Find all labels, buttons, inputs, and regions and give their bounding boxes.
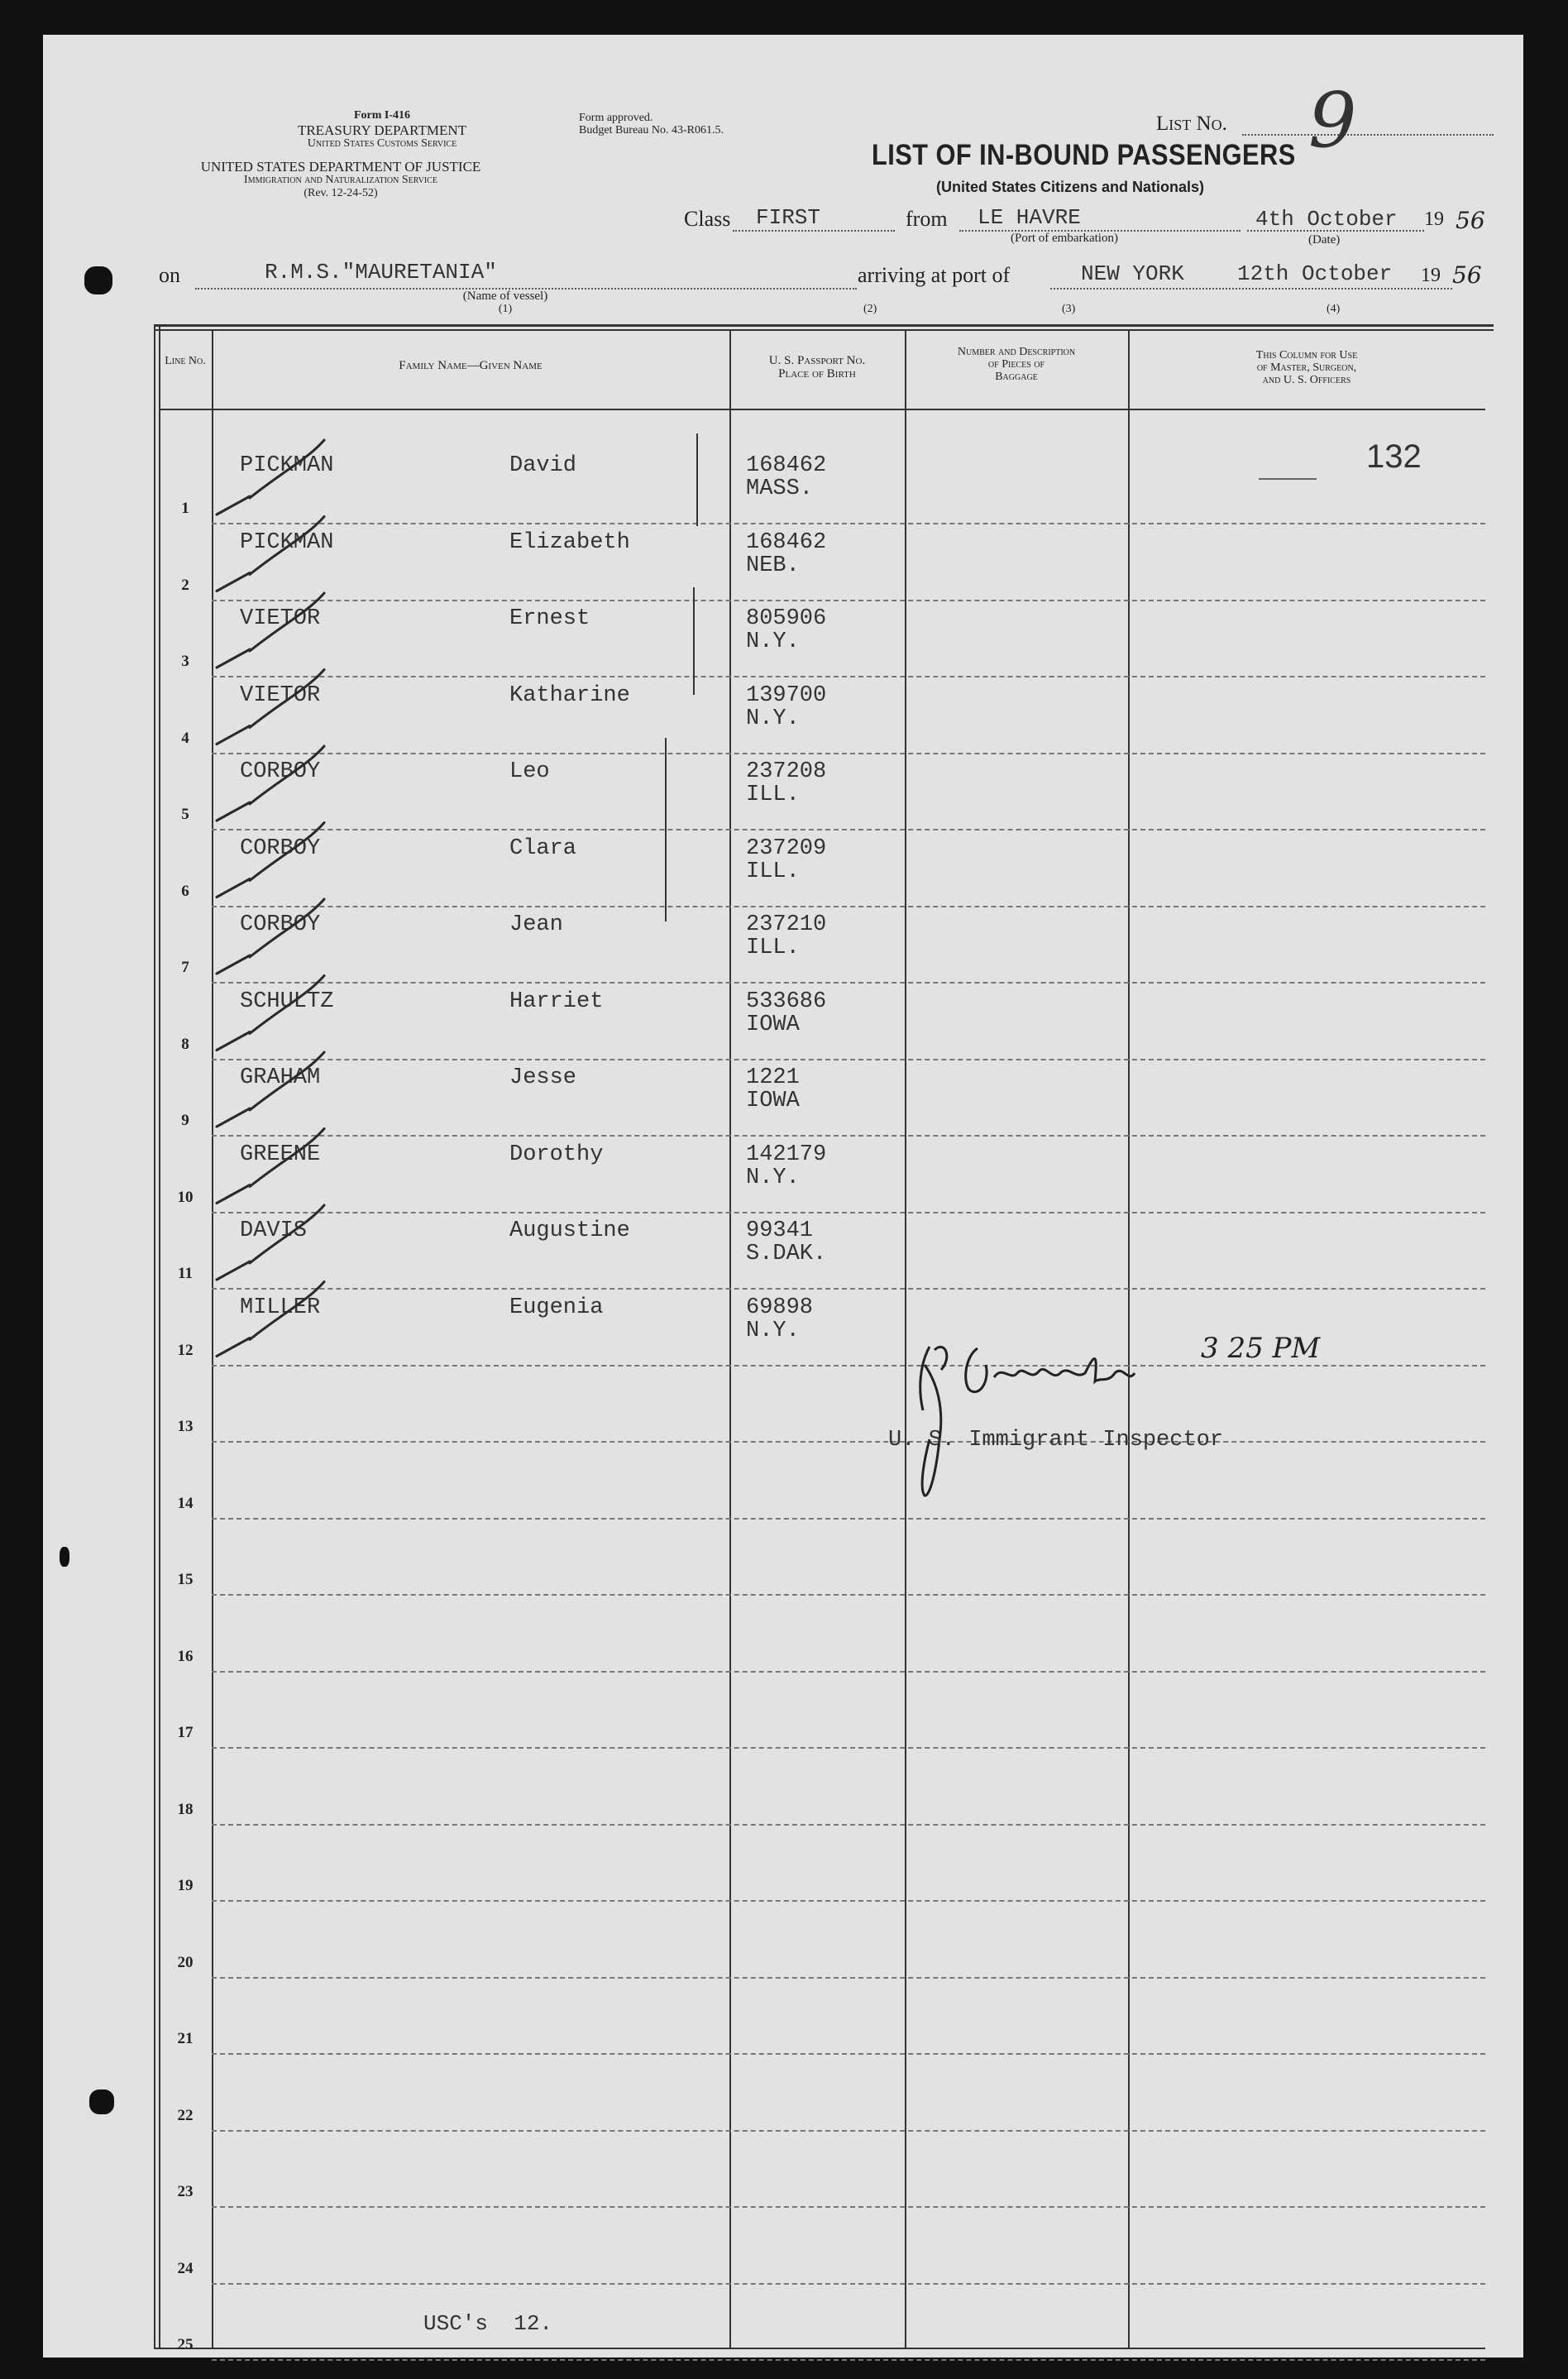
form-approved: Form approved. bbox=[579, 112, 653, 124]
passport-number: 99341 bbox=[746, 1218, 814, 1243]
place-of-birth: ILL. bbox=[746, 859, 800, 884]
place-of-birth: ILL. bbox=[746, 783, 800, 807]
col-header-passport-2: Place of Birth bbox=[778, 367, 856, 381]
class-value: FIRST bbox=[756, 205, 821, 230]
family-name: VIETOR bbox=[240, 682, 321, 708]
col-header-baggage-2: of Pieces of bbox=[987, 358, 1045, 371]
form-id: Form I-416 bbox=[353, 109, 411, 122]
check-mark bbox=[217, 1052, 324, 1127]
passport-number: 69898 bbox=[746, 1295, 814, 1320]
line-number: 11 bbox=[178, 1265, 193, 1282]
given-name: Eugenia bbox=[509, 1295, 604, 1320]
footer-usc: USC's 12. bbox=[423, 2311, 553, 2336]
line-number: 7 bbox=[181, 959, 189, 976]
check-marks bbox=[43, 35, 1523, 2357]
line-number: 12 bbox=[177, 1341, 194, 1359]
line-number: 25 bbox=[177, 2336, 194, 2353]
line-number: 20 bbox=[177, 1953, 194, 1971]
justice-dept: UNITED STATES DEPARTMENT OF JUSTICE bbox=[200, 159, 481, 175]
family-name: GREENE bbox=[240, 1142, 321, 1167]
check-mark bbox=[217, 517, 324, 591]
place-of-birth: N.Y. bbox=[746, 706, 800, 731]
passport-number: 805906 bbox=[746, 606, 827, 631]
place-of-birth: S.DAK. bbox=[746, 1242, 827, 1266]
budget-bureau: Budget Bureau No. 43-R061.5. bbox=[579, 124, 724, 136]
passport-number: 237210 bbox=[746, 912, 827, 937]
family-name: GRAHAM bbox=[240, 1065, 321, 1090]
check-mark bbox=[217, 1282, 324, 1357]
inspector-title: U. S. Immigrant Inspector bbox=[888, 1428, 1224, 1453]
given-name: Leo bbox=[509, 759, 550, 784]
given-name: Clara bbox=[509, 835, 577, 861]
place-of-birth: IOWA bbox=[746, 1089, 800, 1113]
on-label: on bbox=[159, 263, 180, 287]
list-no-label: List No. bbox=[1156, 112, 1227, 135]
given-name: Dorothy bbox=[509, 1142, 604, 1167]
line-number: 9 bbox=[181, 1112, 189, 1129]
given-name: Ernest bbox=[509, 606, 590, 631]
ink-blot bbox=[89, 2089, 114, 2114]
line-number: 3 bbox=[181, 653, 189, 670]
line-number: 21 bbox=[177, 2030, 194, 2047]
departure-date: 4th October bbox=[1255, 207, 1398, 232]
dep-year-prefix: 19 bbox=[1424, 208, 1444, 230]
family-name: CORBOY bbox=[240, 759, 321, 784]
line-number: 16 bbox=[177, 1647, 194, 1665]
vessel-name: R.M.S."MAURETANIA" bbox=[265, 260, 497, 285]
family-name: PICKMAN bbox=[240, 453, 334, 478]
family-name: SCHULTZ bbox=[240, 988, 334, 1014]
line-number: 22 bbox=[177, 2106, 194, 2124]
line-number: 4 bbox=[181, 729, 189, 747]
arriving-label: arriving at port of bbox=[858, 263, 1011, 287]
col-header-officers-1: This Column for Use bbox=[1255, 349, 1358, 361]
line-number: 19 bbox=[177, 1877, 194, 1894]
line-number: 13 bbox=[177, 1418, 194, 1435]
passport-number: 237209 bbox=[746, 835, 827, 861]
family-name: PICKMAN bbox=[240, 529, 334, 555]
family-name: DAVIS bbox=[240, 1218, 308, 1243]
class-label: Class bbox=[684, 207, 731, 231]
place-of-birth: N.Y. bbox=[746, 1165, 800, 1190]
line-number: 15 bbox=[177, 1571, 194, 1588]
signature-time: 3 25 PM bbox=[1201, 1332, 1321, 1365]
col-header-baggage-3: Baggage bbox=[995, 371, 1038, 383]
ink-blot bbox=[84, 266, 112, 294]
treasury-dept: TREASURY DEPARTMENT bbox=[297, 122, 467, 138]
given-name: David bbox=[509, 453, 577, 478]
from-value: LE HAVRE bbox=[978, 205, 1081, 230]
row-rule bbox=[212, 2359, 1485, 2361]
col-num-3: (3) bbox=[1062, 303, 1076, 315]
check-mark bbox=[217, 1205, 324, 1280]
vessel-caption: (Name of vessel) bbox=[462, 290, 548, 303]
place-of-birth: ILL. bbox=[746, 936, 800, 960]
given-name: Augustine bbox=[509, 1218, 630, 1243]
check-mark bbox=[217, 670, 324, 744]
line-number: 14 bbox=[177, 1494, 194, 1512]
place-of-birth: N.Y. bbox=[746, 629, 800, 654]
check-mark bbox=[217, 1129, 324, 1204]
date-caption: (Date) bbox=[1308, 233, 1341, 247]
family-name: CORBOY bbox=[240, 835, 321, 861]
check-mark bbox=[217, 899, 324, 974]
passport-number: 139700 bbox=[746, 682, 827, 708]
arrival-date: 12th October bbox=[1237, 261, 1393, 286]
place-of-birth: IOWA bbox=[746, 1012, 800, 1037]
line-number: 24 bbox=[177, 2259, 194, 2277]
passport-number: 1221 bbox=[746, 1065, 800, 1090]
line-number: 23 bbox=[177, 2183, 194, 2200]
line-number: 6 bbox=[181, 882, 189, 900]
col-header-officers-3: and U. S. Officers bbox=[1262, 374, 1351, 386]
col-header-officers-2: of Master, Surgeon, bbox=[1256, 361, 1357, 374]
arrival-port: NEW YORK bbox=[1081, 261, 1184, 286]
col-header-baggage-1: Number and Description bbox=[957, 346, 1076, 358]
col-num-4: (4) bbox=[1327, 303, 1341, 315]
ins-service: Immigration and Naturalization Service bbox=[244, 174, 437, 186]
given-name: Elizabeth bbox=[509, 529, 630, 555]
dep-year: 56 bbox=[1456, 207, 1485, 234]
line-number: 5 bbox=[181, 806, 189, 823]
check-mark bbox=[217, 823, 324, 898]
line-number: 10 bbox=[177, 1188, 194, 1206]
list-no-value: 9 bbox=[1308, 76, 1357, 165]
manifest-page bbox=[43, 35, 1523, 2357]
passport-number: 168462 bbox=[746, 453, 827, 478]
place-of-birth: N.Y. bbox=[746, 1318, 800, 1343]
ink-blot bbox=[60, 1547, 69, 1567]
line-number: 8 bbox=[181, 1035, 189, 1053]
check-mark bbox=[217, 976, 324, 1051]
passport-number: 237208 bbox=[746, 759, 827, 784]
col-header-line: Line No. bbox=[165, 355, 206, 367]
officer-note: 132 bbox=[1366, 438, 1422, 475]
col-header-name: Family Name—Given Name bbox=[399, 359, 543, 372]
family-name: CORBOY bbox=[240, 912, 321, 937]
col-header-passport-1: U. S. Passport No. bbox=[768, 354, 866, 367]
rev-date: (Rev. 12-24-52) bbox=[304, 187, 378, 199]
passport-number: 533686 bbox=[746, 988, 827, 1014]
manifest-subtitle: (United States Citizens and Nationals) bbox=[936, 179, 1205, 195]
arr-year: 56 bbox=[1452, 261, 1482, 289]
arr-year-prefix: 19 bbox=[1421, 265, 1441, 286]
family-name: MILLER bbox=[240, 1295, 321, 1320]
given-name: Jesse bbox=[509, 1065, 577, 1090]
passport-number: 168462 bbox=[746, 529, 827, 555]
line-number: 2 bbox=[181, 576, 189, 594]
from-label: from bbox=[906, 207, 948, 231]
manifest-title: LIST OF IN-BOUND PASSENGERS bbox=[872, 139, 1296, 171]
vessel-col-num: (1) bbox=[498, 303, 513, 315]
check-mark bbox=[217, 593, 324, 668]
family-name: VIETOR bbox=[240, 606, 321, 631]
check-mark bbox=[217, 440, 324, 515]
given-name: Katharine bbox=[509, 682, 630, 708]
line-number: 1 bbox=[181, 500, 189, 517]
line-number: 18 bbox=[177, 1800, 194, 1818]
line-number: 17 bbox=[177, 1724, 194, 1741]
passport-number: 142179 bbox=[746, 1142, 827, 1167]
check-mark bbox=[217, 746, 324, 821]
port-caption: (Port of embarkation) bbox=[1011, 232, 1118, 245]
place-of-birth: NEB. bbox=[746, 553, 800, 578]
given-name: Harriet bbox=[509, 988, 604, 1014]
customs-service: United States Customs Service bbox=[307, 137, 457, 150]
given-name: Jean bbox=[509, 912, 563, 937]
place-of-birth: MASS. bbox=[746, 476, 814, 501]
col-num-2: (2) bbox=[863, 303, 877, 315]
